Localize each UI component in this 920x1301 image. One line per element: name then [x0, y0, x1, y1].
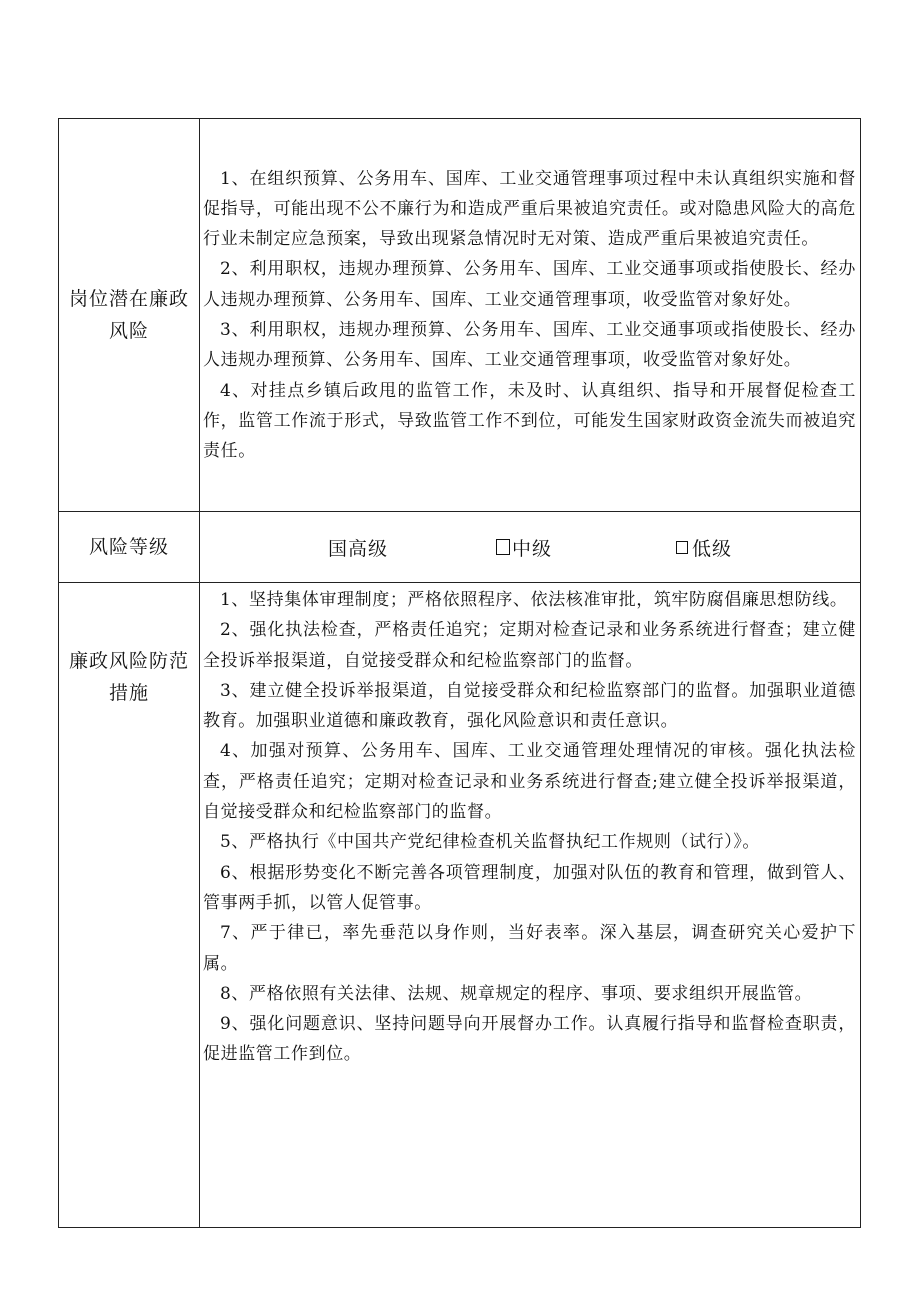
level-option-high[interactable]: [328, 534, 496, 561]
measure-item: 9、强化问题意识、坚持问题导向开展督办工作。认真履行指导和监督检查职责，促进监管工作到位。: [203, 1014, 856, 1065]
measure-item: 1、坚持集体审理制度；严格依照程序、依法核准审批，筑牢防腐倡廉思想防线。: [220, 590, 848, 610]
risk-item: 2、利用职权，违规办理预算、公务用车、国库、工业交通事项或指使股长、经办人违规办理预算、公务用车、国库、工业交通管理事项，收受监管对象好处。: [203, 259, 856, 310]
risk-content: [200, 119, 861, 512]
measure-item: 6、根据形势变化不断完善各项管理制度，加强对队伍的教育和管理，做到管人、管事两手抓，以管人促管事。: [203, 862, 856, 913]
risk-item: 4、对挂点乡镇后政甩的监管工作，未及时、认真组织、指导和开展督促检查工作，监管工作流于形式，导致监管工作不到位，可能发生国家财政资金流失而被追究责任。: [203, 380, 856, 462]
level-option-medium-label: 中级: [512, 537, 553, 560]
risk-form-table: [58, 118, 861, 1228]
measure-item: 4、加强对预算、公务用车、国库、工业交通管理处理情况的审核。强化执法检查，严格责任追究；定期对检查记录和业务系统进行督查;建立健全投诉举报渠道，自觉接受群众和纪检监察部门的监督。: [203, 741, 856, 823]
level-option-high-label: 国高级: [328, 537, 389, 560]
level-label: 风险等级: [59, 512, 200, 583]
measures-row: [59, 583, 861, 1228]
measure-item: 5、严格执行《中国共产党纪律检查机关监督执纪工作规则（试行）》。: [220, 832, 761, 853]
measure-item: 3、建立健全投诉举报渠道，自觉接受群众和纪检监察部门的监督。加强职业道德教育。加强职业道德和廉政教育，强化风险意识和责任意识。: [203, 680, 856, 732]
risk-row: [59, 119, 861, 512]
checkbox-icon: [676, 541, 688, 554]
measure-item: 7、严于律已，率先垂范以身作则，当好表率。深入基层，调查研究关心爱护下属。: [203, 923, 856, 974]
level-option-medium[interactable]: [496, 534, 676, 561]
level-option-low[interactable]: [676, 534, 732, 561]
level-option-low-label: 低级: [692, 537, 733, 560]
risk-item: 1、在组织预算、公务用车、国库、工业交通管理事项过程中未认真组织实施和督促指导，可能出现不公不廉行为和造成严重后果被追究责任。或对隐患风险大的高危行业未制定应急预案，导致出现紧急情况时无对策、造成严重后果被追究责任。: [203, 168, 856, 250]
level-options: [200, 512, 861, 583]
risk-item: 3、利用职权，违规办理预算、公务用车、国库、工业交通事项或指使股长、经办人违规办理预算、公务用车、国库、工业交通管理事项，收受监管对象好处。: [203, 320, 856, 371]
measure-item: 2、强化执法检查，严格责任追究；定期对检查记录和业务系统进行督查；建立健全投诉举报渠道，自觉接受群众和纪检监察部门的监督。: [203, 620, 856, 671]
measures-label: 廉政风险防范措施: [59, 583, 200, 1228]
measures-content: [200, 583, 861, 1228]
level-row: [59, 512, 861, 583]
risk-label: 岗位潜在廉政风险: [59, 119, 200, 512]
checkbox-icon: [496, 539, 510, 555]
measure-item: 8、严格依照有关法律、法规、规章规定的程序、事项、要求组织开展监管。: [220, 983, 813, 1004]
